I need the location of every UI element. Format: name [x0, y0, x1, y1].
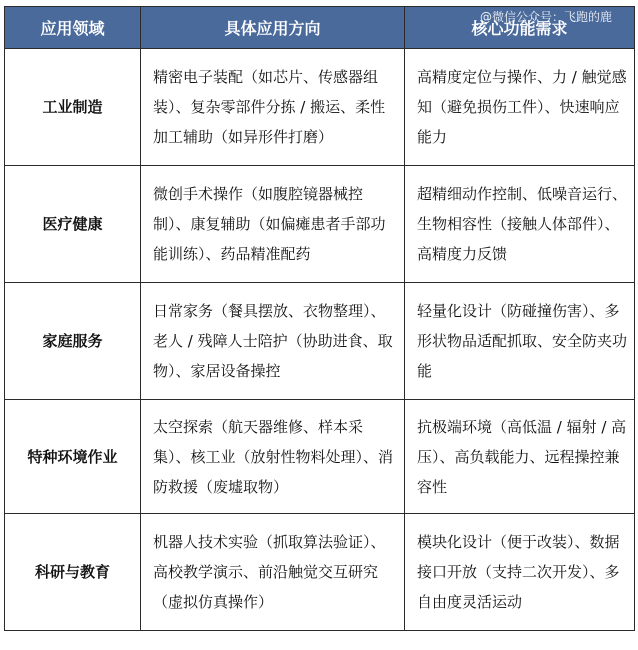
requirement-cell: 模块化设计（便于改装）、数据接口开放（支持二次开发）、多自由度灵活运动: [405, 514, 635, 631]
direction-cell: 机器人技术实验（抓取算法验证）、高校教学演示、前沿触觉交互研究（虚拟仿真操作）: [141, 514, 405, 631]
table-row: [5, 166, 635, 283]
direction-cell: 微创手术操作（如腹腔镜器械控制）、康复辅助（如偏瘫患者手部功能训练）、药品精准配药: [141, 166, 405, 283]
table-row: [5, 400, 635, 514]
field-cell: 科研与教育: [5, 514, 141, 631]
requirement-cell: 超精细动作控制、低噪音运行、生物相容性（接触人体部件）、高精度力反馈: [405, 166, 635, 283]
direction-cell: 日常家务（餐具摆放、衣物整理）、老人 / 残障人士陪护（协助进食、取物）、家居设备操控: [141, 283, 405, 400]
watermark-text: @微信公众号：飞跑的鹿: [480, 10, 613, 24]
direction-cell: 太空探索（航天器维修、样本采集）、核工业（放射性物料处理）、消防救援（废墟取物）: [141, 400, 405, 514]
requirement-cell: 高精度定位与操作、力 / 触觉感知（避免损伤工件）、快速响应能力: [405, 49, 635, 166]
header-direction: 具体应用方向: [141, 7, 405, 49]
field-cell: 特种环境作业: [5, 400, 141, 514]
field-cell: 医疗健康: [5, 166, 141, 283]
direction-cell: 精密电子装配（如芯片、传感器组装）、复杂零部件分拣 / 搬运、柔性加工辅助（如异形件打磨）: [141, 49, 405, 166]
table-row: [5, 514, 635, 631]
field-cell: 工业制造: [5, 49, 141, 166]
table-row: [5, 49, 635, 166]
header-field: 应用领域: [5, 7, 141, 49]
application-table: [4, 6, 635, 631]
requirement-cell: 轻量化设计（防碰撞伤害）、多形状物品适配抓取、安全防夹功能: [405, 283, 635, 400]
table-row: [5, 283, 635, 400]
header-requirement: 核心功能需求: [405, 7, 635, 49]
requirement-cell: 抗极端环境（高低温 / 辐射 / 高压）、高负载能力、远程操控兼容性: [405, 400, 635, 514]
field-cell: 家庭服务: [5, 283, 141, 400]
